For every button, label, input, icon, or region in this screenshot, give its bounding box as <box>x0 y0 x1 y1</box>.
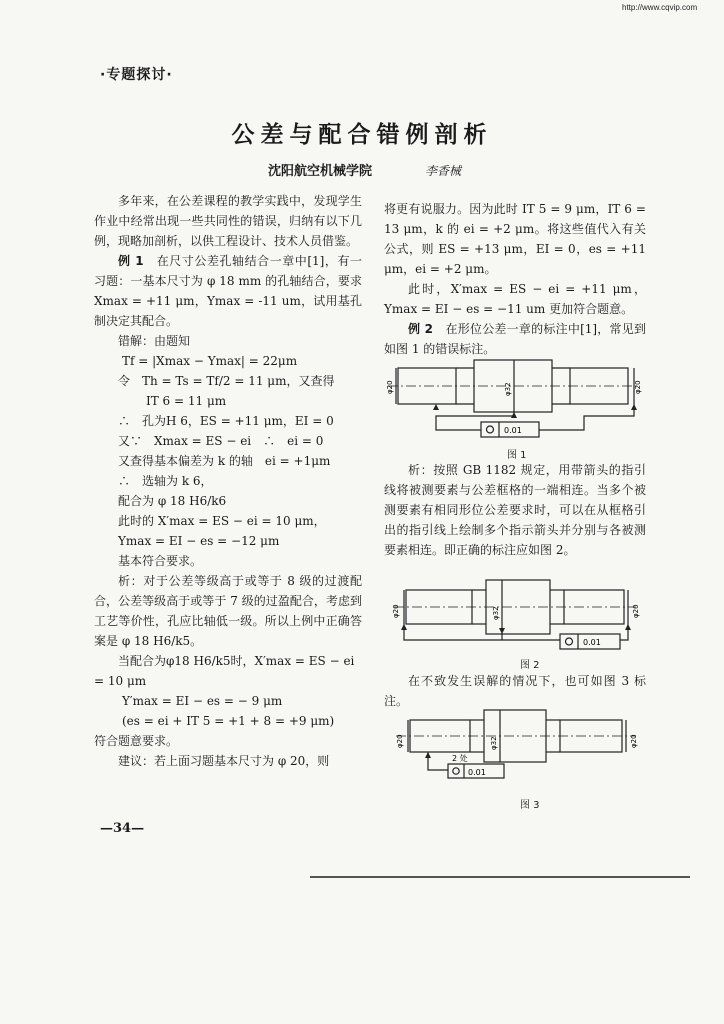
equation-line: Y′max = EI − es = − 9 μm <box>122 694 283 708</box>
diameter-label: φ20 <box>392 604 400 618</box>
diameter-label: φ20 <box>632 604 640 618</box>
affiliation: 沈阳航空机械学院 <box>268 164 373 179</box>
diameter-label: φ20 <box>396 734 404 748</box>
equation-line: 基本符合要求。 <box>118 554 203 568</box>
section-label: ·专题探讨· <box>100 67 173 83</box>
analysis-paragraph: 析：按照 GB 1182 规定，用带箭头的指引线将被测要素与公差框格的一端相连。当多个被测要素有相同形位公差要求时，可以在从框格引出的指引线上绘制多个指示箭头并分别与各被测要素相连。即正确的标注应如图 2。 <box>384 463 646 557</box>
equation-line: ∴ 选轴为 k 6， <box>118 474 213 488</box>
equation-line: 此时的 X′max = ES − ei = 10 μm， <box>118 514 326 528</box>
example-2-label: 例 2 <box>408 322 433 336</box>
tolerance-value: 0.01 <box>468 768 486 777</box>
diameter-label: φ20 <box>634 380 642 394</box>
diameter-label: φ20 <box>630 734 638 748</box>
article-title: 公差与配合错例剖析 <box>231 121 493 148</box>
tolerance-value: 0.01 <box>583 638 601 647</box>
figure-1 <box>384 358 646 440</box>
example-1-label: 例 1 <box>118 254 144 268</box>
example-2-text: 在形位公差一章的标注中[1]，常见到如图 1 的错误标注。 <box>384 322 646 356</box>
page-number: —34— <box>100 821 145 836</box>
example-1 <box>94 251 362 331</box>
author: 李香械 <box>425 164 462 178</box>
analysis-paragraph: 析：对于公差等级高于或等于 8 级的过渡配合，公差等级高于或等于 7 级的过盈配合，考虑到工艺等价性，孔应比轴低一级。所以上例中正确答案是 φ 18 H6/k5。 <box>94 574 362 648</box>
equation-line: 令 Th = Ts = Tf/2 = 11 μm，又查得 <box>118 374 335 388</box>
intro-paragraph: 多年来，在公差课程的教学实践中，发现学生作业中经常出现一些共同性的错误，归纳有以下几例，现略加剖析，以供工程设计、技术人员借鉴。 <box>94 194 362 248</box>
example-2 <box>384 319 646 359</box>
diameter-label: φ32 <box>504 382 512 396</box>
left-column <box>94 191 362 771</box>
footer-rule <box>310 876 690 878</box>
equation-line: 当配合为φ18 H6/k5时，X′max = ES − ei = 10 μm <box>94 654 355 688</box>
continuation-paragraph: 将更有说服力。因为此时 IT 5 = 9 μm，IT 6 = 13 μm，k 的 ei = +2 μm。将这些值代入有关公式，则 ES = +13 μm，EI = 0，es = +11 μm，ei = +2 μm。 <box>384 202 646 276</box>
right-column-middle <box>384 460 646 560</box>
equation-line: (es = ei + IT 5 = +1 + 8 = +9 μm) <box>122 714 335 728</box>
equation-line: 又查得基本偏差为 k 的轴 ei = +1μm <box>118 454 331 468</box>
equation-line: 又∵ Xmax = ES − ei ∴ ei = 0 <box>118 434 324 448</box>
result-paragraph: 此时，X′max = ES − ei = +11 μm，Ymax = EI − es = −11 um 更加符合题意。 <box>384 282 646 316</box>
diameter-label: φ20 <box>386 380 394 394</box>
equation-line: 配合为 φ 18 H6/k6 <box>118 494 227 508</box>
figure-3 <box>384 708 646 784</box>
equation-line: IT 6 = 11 μm <box>146 394 227 408</box>
alternative-paragraph: 在不致发生误解的情况下，也可如图 3 标注。 <box>384 674 646 708</box>
count-label: 2 处 <box>452 754 468 763</box>
wrong-solution-heading: 错解：由题知 <box>118 334 191 348</box>
diameter-label: φ32 <box>490 736 498 750</box>
equation-line: Tf = |Xmax − Ymax| = 22μm <box>122 354 298 368</box>
diameter-label: φ32 <box>492 606 500 620</box>
equation-line: 符合题意要求。 <box>94 734 179 748</box>
figure-2-caption: 图 2 <box>520 660 540 671</box>
source-url: http://www.cqvip.com <box>622 3 698 12</box>
figure-1-caption: 图 1 <box>507 450 527 461</box>
equation-line: Ymax = EI − es = −12 μm <box>118 534 280 548</box>
example-1-text: 在尺寸公差孔轴结合一章中[1]，有一习题：一基本尺寸为 φ 18 mm 的孔轴结合，要求 Xmax = +11 μm，Ymax = -11 um，试用基孔制决定其配合。 <box>94 254 363 328</box>
tolerance-value: 0.01 <box>504 426 522 435</box>
figure-3-caption: 图 3 <box>520 800 540 811</box>
figure-2 <box>384 578 646 654</box>
equation-line: ∴ 孔为H 6，ES = +11 μm，EI = 0 <box>118 414 334 428</box>
right-column-top <box>384 199 646 359</box>
suggestion-paragraph: 建议：若上面习题基本尺寸为 φ 20，则 <box>118 754 330 768</box>
right-column-bottom <box>384 671 646 711</box>
